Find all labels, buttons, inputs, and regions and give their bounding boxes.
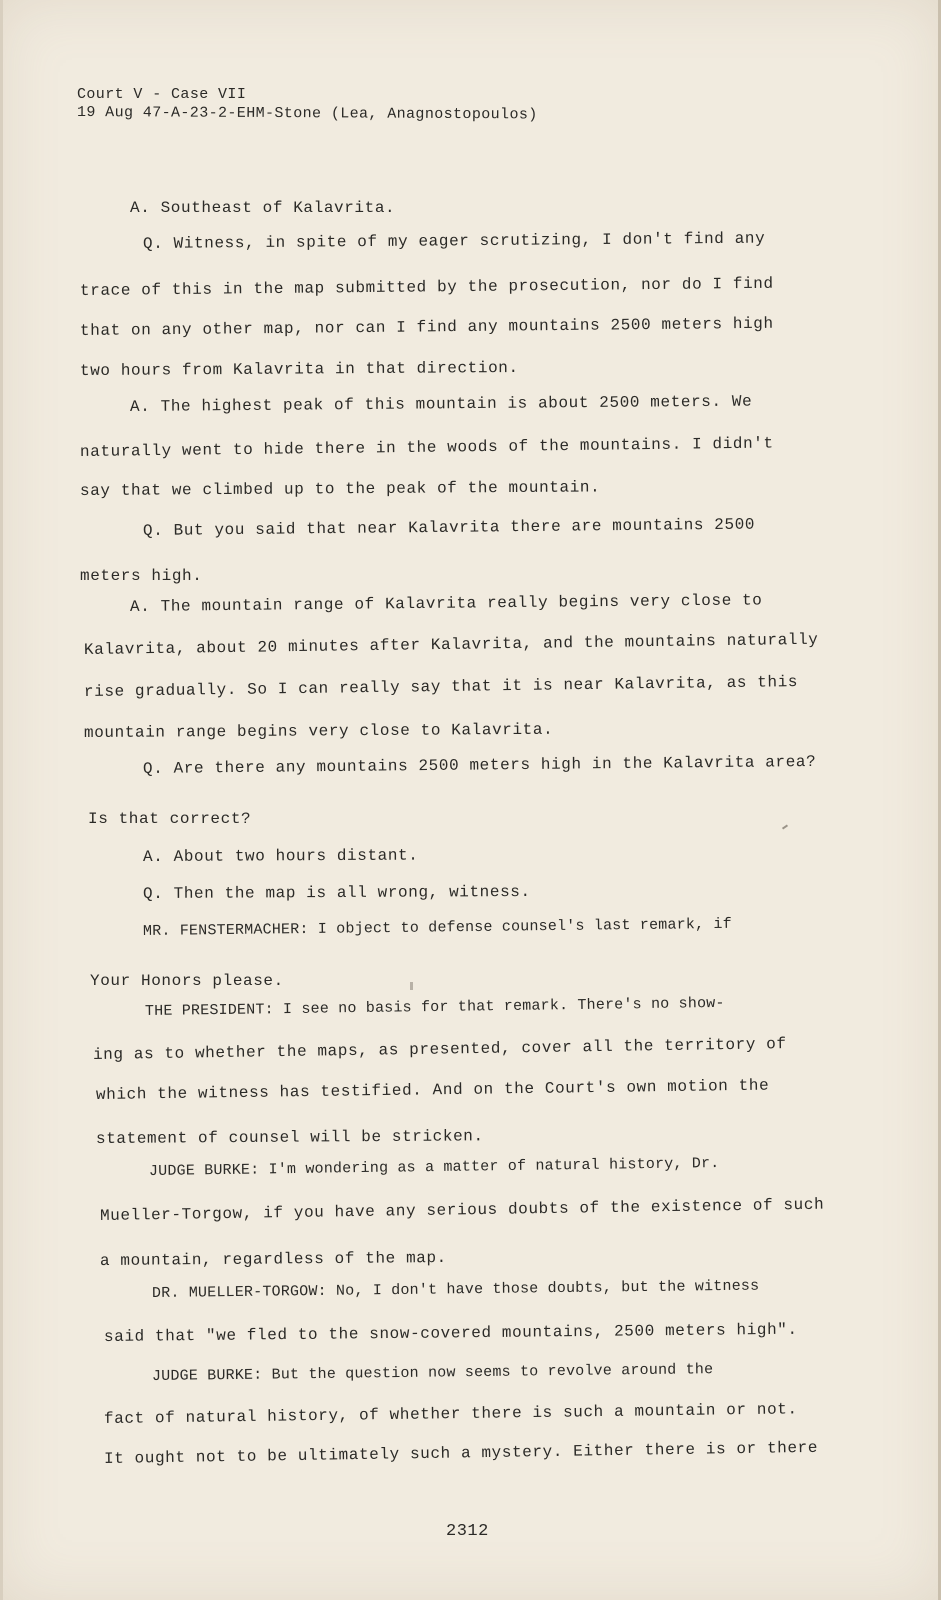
transcript-line: MR. FENSTERMACHER: I object to defense counsel's last remark, if [142, 915, 732, 940]
transcript-line: trace of this in the map submitted by the prosecution, nor do I find [79, 274, 774, 300]
header-court-case: Court V - Case VII [77, 86, 247, 103]
stray-pen-mark [782, 824, 788, 829]
page-edge-left [0, 0, 3, 1600]
transcript-line: DR. MUELLER-TORGOW: No, I don't have those doubts, but the witness [151, 1277, 760, 1302]
transcript-line: that on any other map, nor can I find any mountains 2500 meters high [79, 314, 774, 340]
transcript-line: rise gradually. So I can really say that it is near Kalavrita, as this [83, 673, 799, 701]
transcript-line: fact of natural history, of whether there is such a mountain or not. [103, 1400, 798, 1428]
page-number: 2312 [446, 1522, 489, 1541]
transcript-line: say that we climbed up to the peak of the mountain. [79, 478, 601, 500]
transcript-line: statement of counsel will be stricken. [95, 1127, 484, 1148]
transcript-line: ing as to whether the maps, as presented, cover all the territory of [92, 1035, 787, 1064]
transcript-line: Q. Then the map is all wrong, witness. [142, 882, 531, 903]
transcript-line: meters high. [80, 567, 203, 585]
transcript-line: A. The highest peak of this mountain is about 2500 meters. We [129, 392, 753, 416]
transcript-line: Q. Are there any mountains 2500 meters high in the Kalavrita area? [142, 752, 817, 778]
transcript-line: JUDGE BURKE: But the question now seems to revolve around the [151, 1361, 714, 1385]
transcript-line: Q. Witness, in spite of my eager scrutizing, I don't find any [142, 229, 766, 253]
transcript-line: Mueller-Torgow, if you have any serious doubts of the existence of such [99, 1195, 825, 1225]
transcript-line: Your Honors please. [90, 972, 284, 990]
transcript-line: A. Southeast of Kalavrita. [130, 199, 396, 217]
transcript-line: JUDGE BURKE: I'm wondering as a matter of natural history, Dr. [148, 1155, 720, 1180]
stray-pen-mark [410, 982, 413, 990]
transcript-line: naturally went to hide there in the woods of the mountains. I didn't [79, 434, 774, 461]
transcript-line: a mountain, regardless of the map. [99, 1248, 447, 1270]
transcript-line: A. About two hours distant. [142, 846, 419, 866]
transcript-line: Q. But you said that near Kalavrita there are mountains 2500 [142, 515, 756, 540]
transcript-line: A. The mountain range of Kalavrita really begins very close to [129, 591, 763, 616]
transcript-line: two hours from Kalavrita in that direction. [79, 358, 519, 380]
transcript-line: Kalavrita, about 20 minutes after Kalavrita, and the mountains naturally [83, 630, 819, 659]
transcript-line: said that "we fled to the snow-covered mountains, 2500 meters high". [103, 1320, 798, 1346]
transcript-line: mountain range begins very close to Kalavrita. [83, 720, 554, 742]
transcript-line: THE PRESIDENT: I see no basis for that remark. There's no show- [144, 994, 725, 1020]
header-session: 19 Aug 47-A-23-2-EHM-Stone (Lea, Anagnostopoulos) [76, 104, 538, 124]
transcript-line: It ought not to be ultimately such a mystery. Either there is or there [103, 1438, 819, 1468]
transcript-line: which the witness has testified. And on the Court's own motion the [95, 1076, 770, 1104]
transcript-line: Is that correct? [88, 810, 252, 828]
